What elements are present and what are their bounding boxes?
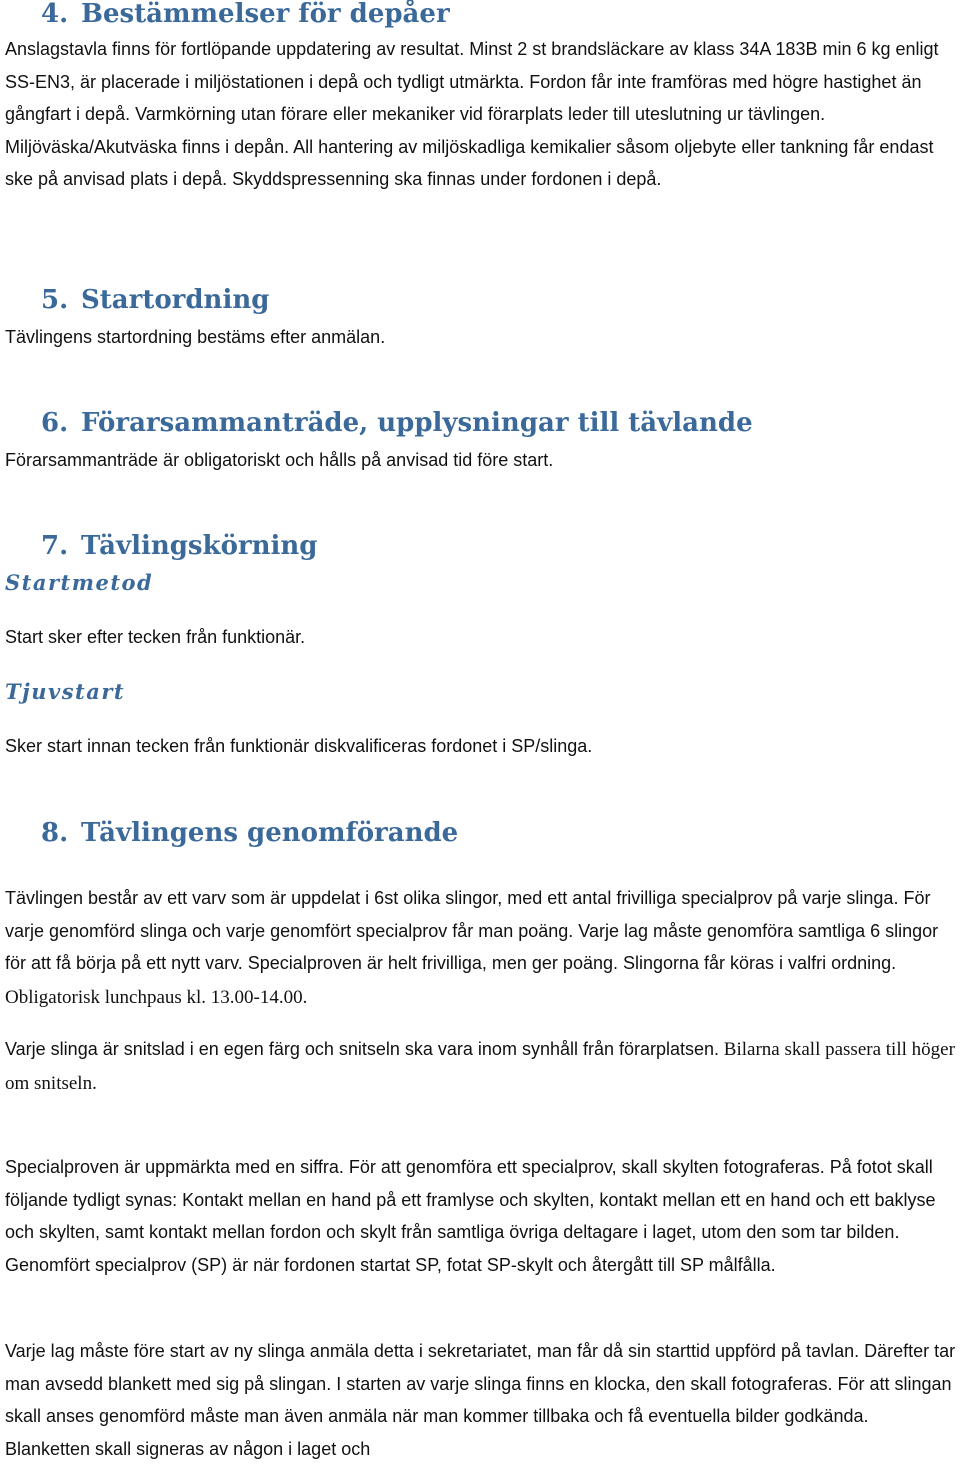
section-5-title: Startordning	[81, 285, 270, 315]
section-7-heading	[41, 531, 317, 561]
startmetod-text: Start sker efter tecken från funktionär.	[5, 627, 306, 647]
section-8-number: 8.	[41, 818, 69, 848]
startmetod-subheading: Startmetod	[5, 570, 154, 595]
section-4-title: Bestämmelser för depåer	[81, 0, 450, 29]
section-8-heading	[41, 818, 458, 848]
section-8-title: Tävlingens genomförande	[81, 818, 459, 848]
section-5-text: Tävlingens startordning bestäms efter anmälan.	[5, 327, 386, 347]
section-8-paragraph-1	[5, 882, 957, 1014]
section-6-heading	[41, 408, 753, 438]
paragraph-1-main-text: Tävlingen består av ett varv som är uppdelat i 6st olika slingor, med ett antal frivilliga specialprov på varje slinga. För varje genomförd slinga och varje genomfört specialprov får man poäng. Varje lag måste genomföra samtliga 6 slingor för att få börja på ett nytt varv. Specialproven är helt frivilliga, men ger poäng. Slingorna får köras i valfri ordning.	[5, 888, 939, 974]
section-6-title: Förarsammanträde, upplysningar till tävlande	[81, 408, 753, 438]
section-7-title: Tävlingskörning	[81, 531, 318, 561]
tjuvstart-subheading: Tjuvstart	[5, 679, 126, 704]
section-7-number: 7.	[41, 531, 69, 561]
section-4-text: Anslagstavla finns för fortlöpande uppdatering av resultat. Minst 2 st brandsläckare av klass 34A 183B min 6 kg enligt SS-EN3, är placerade i miljöstationen i depå och tydligt utmärkta. Fordon får inte framföras med högre hastighet än gångfart i depå. Varmkörning utan förare eller mekaniker vid förarplats leder till uteslutning ur tävlingen. Miljöväska/Akutväska finns i depån. All hantering av miljöskadliga kemikalier såsom oljebyte eller tankning får endast ske på anvisad plats i depå. Skyddspressenning ska finnas under fordonen i depå.	[5, 39, 939, 190]
tjuvstart-text: Sker start innan tecken från funktionär diskvalificeras fordonet i SP/slinga.	[5, 736, 593, 756]
section-6-number: 6.	[41, 408, 69, 438]
section-8-paragraph-4: Varje lag måste före start av ny slinga anmäla detta i sekretariatet, man får då sin starttid uppförd på tavlan. Därefter tar man avsedd blankett med sig på slingan. I starten av varje slinga finns en klocka, den skall fotograferas. För att slingan skall anses genomförd måste man även anmäla när man kommer tillbaka och få eventuella bilder godkända. Blanketten skall signeras av någon i laget och	[5, 1341, 956, 1459]
section-8-paragraph-3: Specialproven är uppmärkta med en siffra. För att genomföra ett specialprov, skall skylten fotograferas. På fotot skall följande tydligt synas: Kontakt mellan en hand på ett framlyse och skylten, kontakt mellan ett en hand och ett baklyse och skylten, samt kontakt mellan fordon och skylt från samtliga övriga deltagare i laget, utom den som tar bilden. Genomfört specialprov (SP) är när fordonen startat SP, fotat SP-skylt och återgått till SP målfålla.	[5, 1157, 936, 1275]
section-8-paragraph-2	[5, 1033, 957, 1100]
lunch-break-text: Obligatorisk lunchpaus kl. 13.00-14.00.	[5, 986, 308, 1008]
section-5-heading	[41, 285, 269, 315]
passing-rule-text: Bilarna skall passera till höger om snitseln.	[5, 1039, 955, 1094]
section-5-number: 5.	[41, 285, 69, 315]
section-6-text: Förarsammanträde är obligatoriskt och hålls på anvisad tid före start.	[5, 450, 554, 470]
section-4-heading	[41, 0, 450, 29]
section-4-number: 4.	[41, 0, 69, 29]
paragraph-2-main-text: Varje slinga är snitslad i en egen färg och snitseln ska vara inom synhåll från förarplatsen.	[5, 1039, 720, 1059]
